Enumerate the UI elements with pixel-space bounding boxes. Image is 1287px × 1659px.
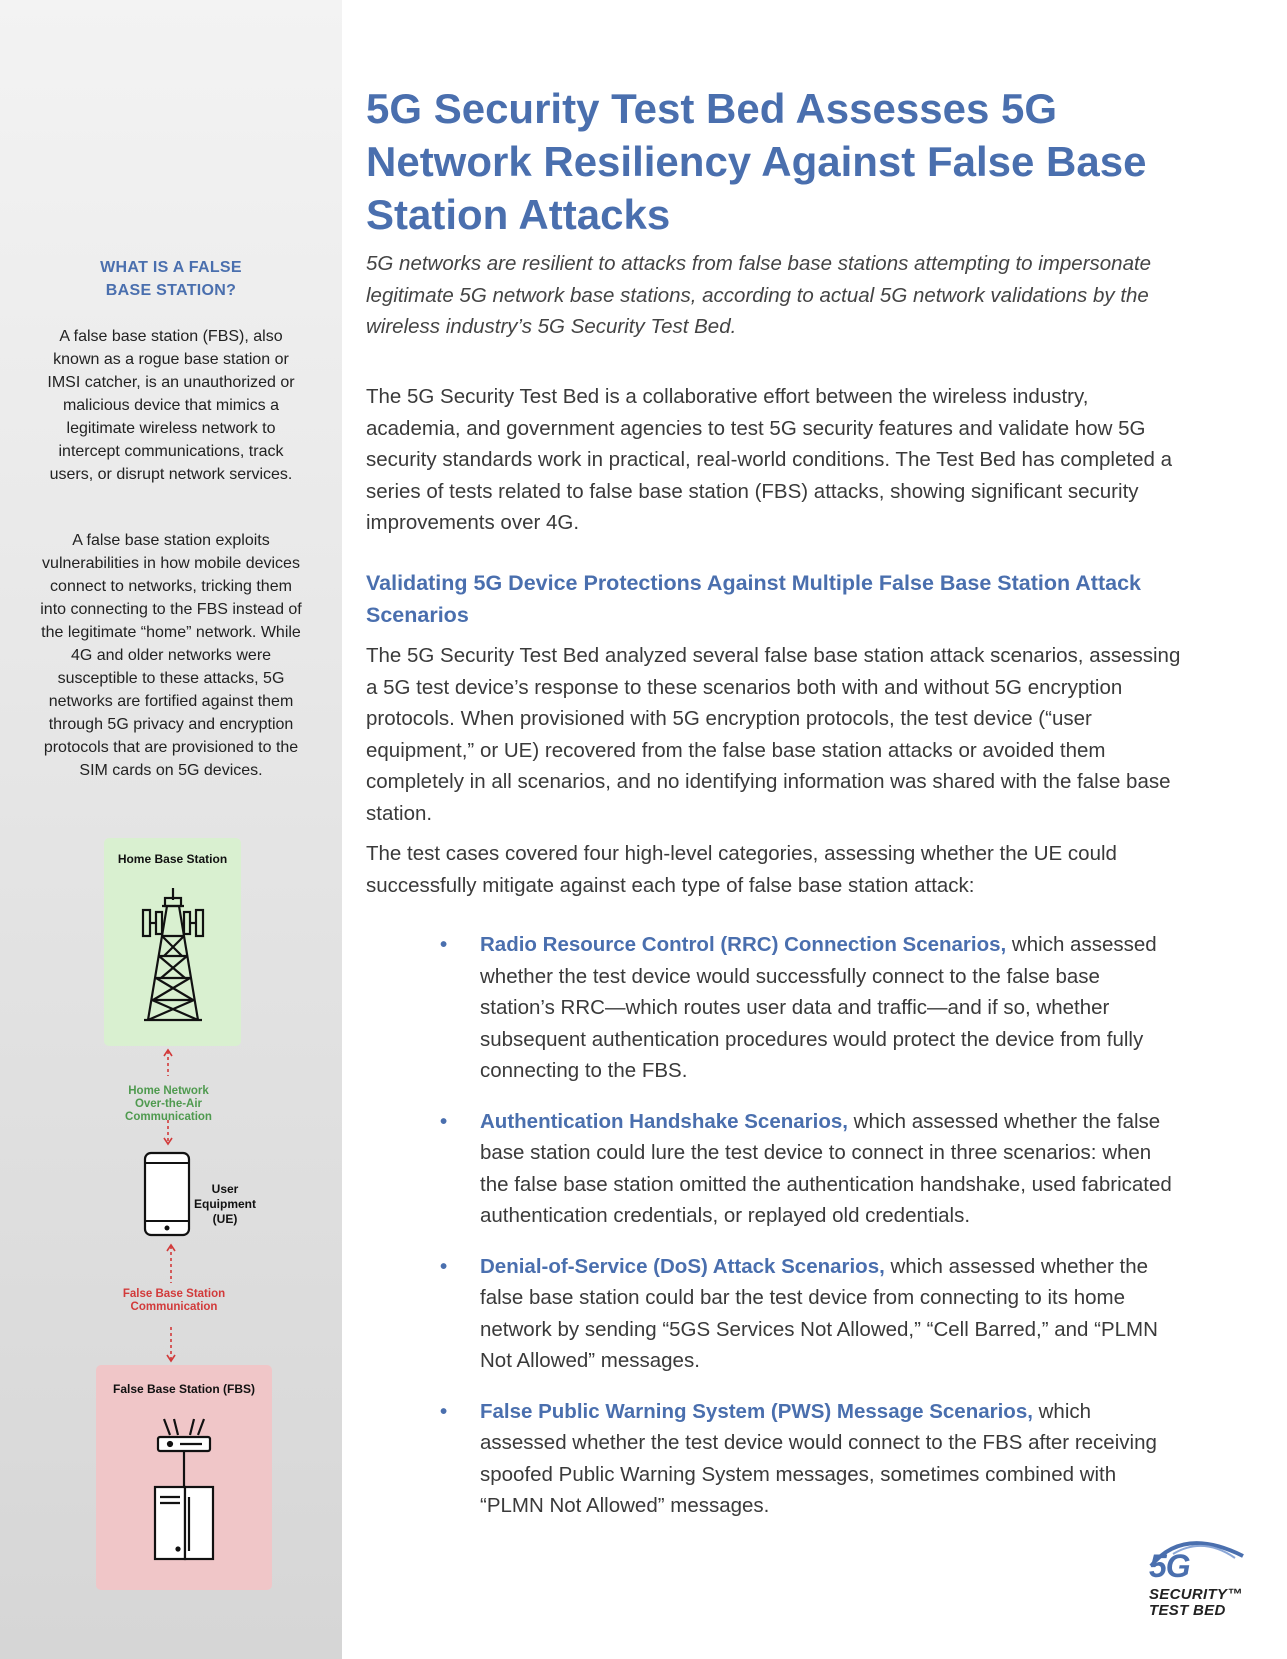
- list-item-title: Radio Resource Control (RRC) Connection Scenarios,: [480, 933, 1007, 956]
- list-item-text: which assessed whether the false base station could lure the test device to connect in three scenarios: when the false base station omitted the authentication handshake, used fabricated authentication credentials, or replayed old credentials.: [480, 1109, 1172, 1227]
- home-label-line1: Home Network: [128, 1085, 209, 1097]
- sidebar-heading-line1: WHAT IS A FALSE: [100, 259, 242, 276]
- ue-label: [185, 1182, 265, 1227]
- list-item-text: which assessed whether the test device would connect to the FBS after receiving spoofed Public Warning System messages, sometimes combined with “PLMN Not Allowed” messages.: [480, 1399, 1157, 1517]
- bullet-icon: •: [440, 933, 448, 956]
- sidebar-heading: [46, 256, 296, 302]
- home-base-station-title: Home Base Station: [117, 852, 228, 866]
- page-subtitle: 5G networks are resilient to attacks from false base stations attempting to impersonate legitimate 5G network base stations, according to actual 5G network validations by the wireless industry’s 5G Security Test Bed.: [366, 252, 1152, 338]
- bullet-icon: •: [440, 1109, 448, 1133]
- home-network-label: [106, 1085, 231, 1124]
- false-base-station-box: [96, 1365, 272, 1590]
- sidebar: [0, 0, 342, 1659]
- list-item-title: Denial-of-Service (DoS) Attack Scenarios,: [480, 1254, 885, 1278]
- category-list: [440, 929, 1180, 1541]
- list-item: [440, 1396, 1180, 1522]
- fbs-label-line2: Communication: [130, 1301, 218, 1313]
- list-item-title: False Public Warning System (PWS) Message Scenarios,: [480, 1399, 1033, 1423]
- tower-icon: [140, 886, 206, 1024]
- fbs-label-line1: False Base Station: [122, 1288, 226, 1300]
- bullet-icon: •: [440, 1254, 448, 1278]
- logo-security: SECURITY™: [1149, 1586, 1243, 1603]
- list-item: [440, 929, 1180, 1087]
- intro-paragraph: The 5G Security Test Bed is a collaborative effort between the wireless industry, academia, and government agencies to test 5G security features and validate how 5G security standards work in practical, real-world conditions. The Test Bed has completed a series of tests related to false base station (FBS) attacks, showing significant security improvements over 4G.: [366, 385, 1172, 534]
- server-icon: [151, 1451, 217, 1563]
- logo-test-bed: TEST BED: [1149, 1602, 1226, 1619]
- home-label-line3: Communication: [125, 1111, 212, 1123]
- ue-label-line1: User: [211, 1182, 239, 1196]
- fbs-communication-label: [104, 1288, 244, 1314]
- sidebar-paragraph-1: A false base station (FBS), also known as a rogue base station or IMSI catcher, is an unauthorized or malicious device that mimics a legitimate wireless network to intercept communications, track users, or disrupt network services.: [47, 328, 295, 483]
- categories-paragraph: The test cases covered four high-level categories, assessing whether the UE could successfully mitigate against each type of false base station attack:: [366, 842, 1117, 897]
- list-item-title: Authentication Handshake Scenarios,: [480, 1109, 848, 1133]
- false-base-station-title: False Base Station (FBS): [112, 1382, 256, 1396]
- sidebar-heading-line2: BASE STATION?: [105, 282, 237, 299]
- home-label-line2: Over-the-Air: [134, 1098, 203, 1110]
- scenarios-paragraph: The 5G Security Test Bed analyzed several false base station attack scenarios, assessing a 5G test device’s response to these scenarios both with and without 5G encryption protocols. When provisioned with 5G encryption protocols, the test device (“user equipment,” or UE) recovered from the false base station attacks or avoided them completely in all scenarios, and no identifying information was shared with the false base station.: [366, 644, 1181, 825]
- ue-label-line2: Equipment: [194, 1197, 256, 1211]
- home-base-station-box: [104, 838, 241, 1046]
- list-item: [440, 1251, 1180, 1377]
- section-heading: Validating 5G Device Protections Against Multiple False Base Station Attack Scenarios: [366, 571, 1141, 627]
- bullet-icon: •: [440, 1399, 448, 1423]
- list-item: [440, 1106, 1180, 1232]
- sidebar-paragraph-2: A false base station exploits vulnerabilities in how mobile devices connect to networks, tricking them into connecting to the FBS instead of the legitimate “home” network. While 4G and older networks were susceptible to these attacks, 5G networks are fortified against them through 5G privacy and encryption protocols that are provisioned to the SIM cards on 5G devices.: [40, 532, 302, 779]
- list-item-text: which assessed whether the test device would successfully connect to the false base station’s RRC—which routes user data and traffic—and if so, whether subsequent authentication procedures would protect the device from fully connecting to the FBS.: [480, 933, 1157, 1082]
- ue-label-line3: (UE): [212, 1212, 238, 1226]
- page-title: 5G Security Test Bed Assesses 5G Network Resiliency Against False Base Station Attacks: [366, 85, 1147, 238]
- logo-5g: 5G: [1149, 1548, 1190, 1584]
- logo: [1143, 1532, 1253, 1622]
- fbs-diagram: [0, 830, 342, 1600]
- list-item-text: which assessed whether the false base station could bar the test device from connecting to its home network by sending “5GS Services Not Allowed,” “Cell Barred,” and “PLMN Not Allowed” messages.: [480, 1254, 1158, 1372]
